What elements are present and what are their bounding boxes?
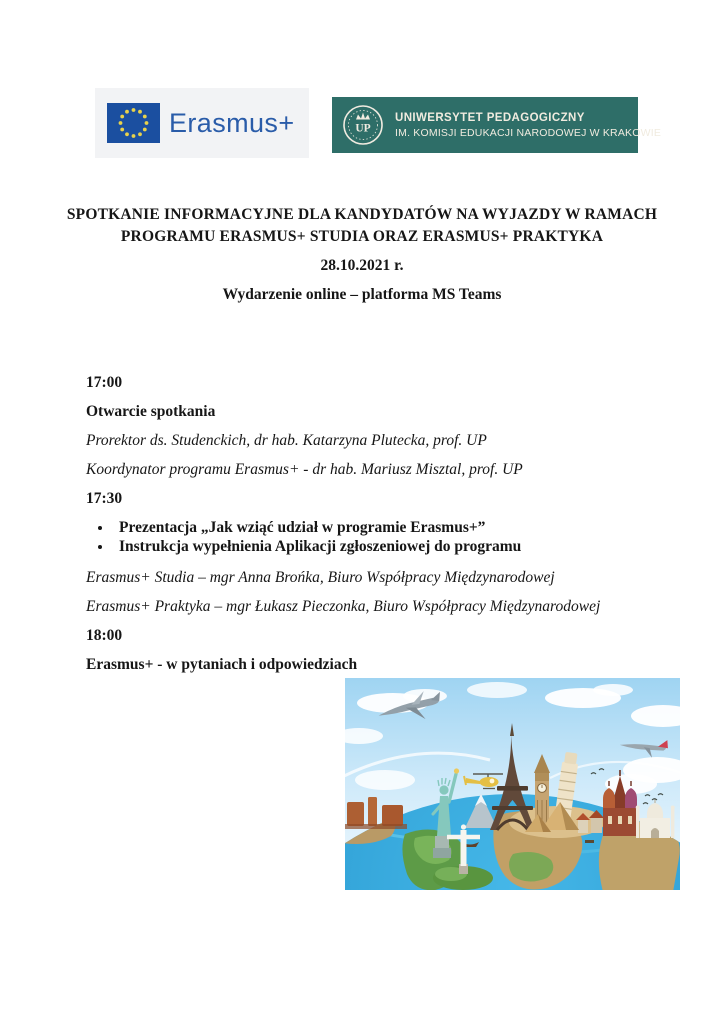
agenda-heading-1: Otwarcie spotkania <box>86 403 216 420</box>
agenda-bullet: • Instrukcja wypełnienia Aplikacji zgłoszeniowej do programu <box>113 537 646 556</box>
agenda-bullet: • Prezentacja „Jak wziąć udział w programie Erasmus+” <box>113 518 646 537</box>
erasmus-plus-logo <box>95 88 309 158</box>
speaker-line: Prorektor ds. Studenckich, dr hab. Katarzyna Plutecka, prof. UP <box>86 432 487 449</box>
university-name: UNIWERSYTET PEDAGOGICZNY <box>395 111 585 124</box>
university-crest-icon <box>342 104 384 146</box>
travel-collage-image <box>345 678 680 890</box>
speaker-line: Koordynator programu Erasmus+ - dr hab. Mariusz Misztal, prof. UP <box>86 461 523 478</box>
agenda-time-1: 17:00 <box>86 374 123 391</box>
speaker-line: Erasmus+ Studia – mgr Anna Brońka, Biuro Współpracy Międzynarodowej <box>86 569 555 586</box>
title-block <box>50 204 674 304</box>
crest-initials: UP <box>355 122 371 135</box>
university-subtitle: IM. KOMISJI EDUKACJI NARODOWEJ W KRAKOWIE <box>395 126 662 139</box>
eu-flag-icon <box>107 103 160 143</box>
title-line-2: PROGRAMU ERASMUS+ STUDIA ORAZ ERASMUS+ PRAKTYKA <box>120 228 604 245</box>
agenda-time-3: 18:00 <box>86 627 123 644</box>
event-date: 28.10.2021 r. <box>320 257 404 274</box>
agenda <box>86 373 646 684</box>
university-logo <box>332 97 662 153</box>
university-logo-text <box>395 112 661 139</box>
title-line-1: SPOTKANIE INFORMACYJNE DLA KANDYDATÓW NA WYJAZDY W RAMACH <box>66 206 658 223</box>
agenda-time-2: 17:30 <box>86 490 123 507</box>
event-platform: Wydarzenie online – platforma MS Teams <box>222 286 502 303</box>
header-logos <box>95 88 662 158</box>
erasmus-logo-text: Erasmus+ <box>169 107 295 138</box>
agenda-bullet-list <box>113 518 646 556</box>
agenda-heading-3: Erasmus+ - w pytaniach i odpowiedziach <box>86 656 358 673</box>
travel-collage-svg <box>345 678 680 890</box>
speaker-line: Erasmus+ Praktyka – mgr Łukasz Pieczonka, Biuro Współpracy Międzynarodowej <box>86 598 601 615</box>
